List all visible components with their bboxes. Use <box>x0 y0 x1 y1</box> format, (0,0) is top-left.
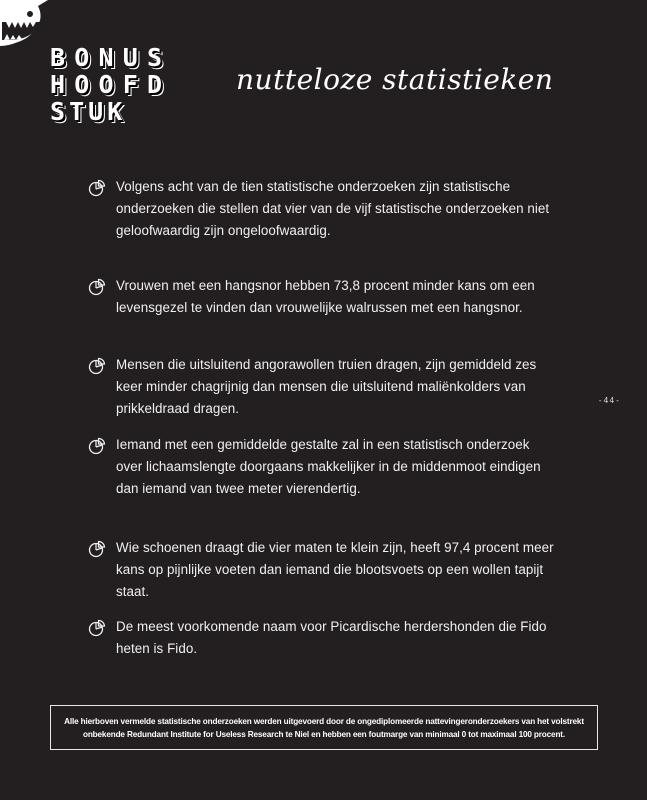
fact-item <box>88 616 558 660</box>
shark-icon <box>0 0 48 46</box>
pie-chart-icon <box>88 357 106 375</box>
fact-text: Mensen die uitsluitend angorawollen truien dragen, zijn gemiddeld zes keer minder chagrijnig dan mensen die uitsluitend maliënkolders van prikkeldraad dragen. <box>116 357 537 416</box>
disclaimer-text: Alle hierboven vermelde statistische onderzoeken werden uitgevoerd door de ongediplomeerde nattevingeronderzoekers van het volstrekt onbekende Redundant Institute for Useless Research te Niel en hebben een foutmarge van minimaal 0 tot maximaal 100 procent. <box>64 716 584 739</box>
chapter-badge <box>50 44 162 125</box>
fact-text: Iemand met een gemiddelde gestalte zal in een statistisch onderzoek over lichaamslengte doorgaans makkelijker in de middenmoot eindigen dan iemand van twee meter vierendertig. <box>116 437 541 496</box>
badge-letter: T <box>69 97 85 126</box>
badge-letter: K <box>107 97 123 126</box>
badge-row-1 <box>50 44 162 71</box>
badge-letter: B <box>50 43 66 72</box>
badge-row-3 <box>50 98 162 125</box>
fact-item <box>88 537 558 603</box>
fact-text: De meest voorkomende naam voor Picardische herdershonden die Fido heten is Fido. <box>116 619 547 656</box>
badge-letter: O <box>74 70 90 99</box>
pie-chart-icon <box>88 278 106 296</box>
fact-item <box>88 275 558 319</box>
badge-letter: S <box>146 43 162 72</box>
fact-text: Volgens acht van de tien statistische onderzoeken zijn statistische onderzoeken die stellen dat vier van de vijf statistische onderzoeken niet geloofwaardig zijn ongeloofwaardig. <box>116 179 550 238</box>
fact-item <box>88 176 558 242</box>
fact-text: Wie schoenen draagt die vier maten te klein zijn, heeft 97,4 procent meer kans op pijnlijke voeten dan iemand die blootsvoets op een wollen tapijt staat. <box>116 540 554 599</box>
page-number: -44- <box>597 396 621 405</box>
pie-chart-icon <box>88 179 106 197</box>
badge-letter: H <box>50 70 66 99</box>
badge-letter: U <box>88 97 104 126</box>
badge-letter: U <box>122 43 138 72</box>
fact-item <box>88 434 558 500</box>
badge-letter: O <box>74 43 90 72</box>
badge-letter: F <box>122 70 138 99</box>
pie-chart-icon <box>88 540 106 558</box>
fact-text: Vrouwen met een hangsnor hebben 73,8 procent minder kans om een levensgezel te vinden dan vrouwelijke walrussen met een hangsnor. <box>116 278 535 315</box>
badge-letter: S <box>50 97 66 126</box>
badge-letter: N <box>98 43 114 72</box>
fact-item <box>88 354 558 420</box>
pie-chart-icon <box>88 437 106 455</box>
pie-chart-icon <box>88 619 106 637</box>
badge-letter: D <box>146 70 162 99</box>
disclaimer-box <box>50 705 598 750</box>
page-title: nutteloze statistieken <box>236 63 554 96</box>
badge-letter: O <box>98 70 114 99</box>
badge-row-2 <box>50 71 162 98</box>
